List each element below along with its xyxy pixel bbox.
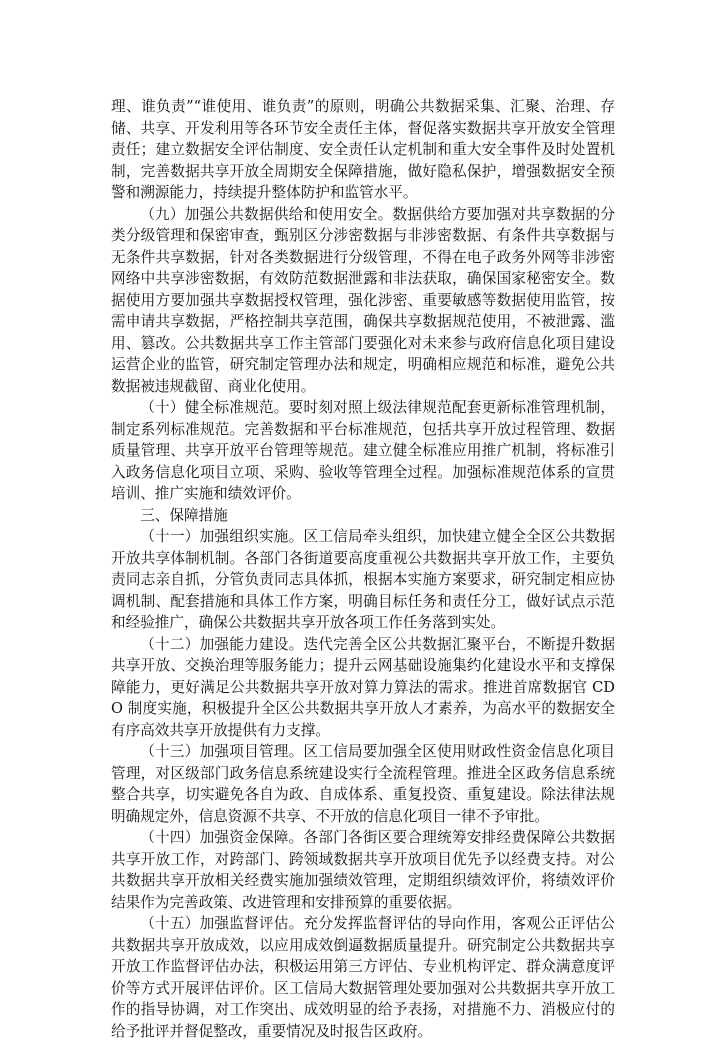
paragraph-10-standards: （十）健全标准规范。要时刻对照上级法律规范配套更新标准管理机制，制定系列标准规范。完善数据和平台标准规范，包括共享开放过程管理、数据质量管理、共享开放平台管理等规范。建立健全标准应用推广机制，将标准引入政务信息化项目立项、采购、验收等管理全过程。加强标准规范体系的宣贯培训、推广实施和绩效评价。 [111,399,615,502]
paragraph-13-projects: （十三）加强项目管理。区工信局要加强全区使用财政性资金信息化项目管理，对区级部门政务信息系统建设实行全流程管理。推进全区政务信息系统整合共享，切实避免各自为政、自成体系、重复投资、重复建设。除法律法规明确规定外，信息资源不共享、不开放的信息化项目一律不予审批。 [111,743,615,825]
paragraph-continued: 理、谁负责”“谁使用、谁负责”的原则，明确公共数据采集、汇聚、治理、存储、共享、开发利用等各环节安全责任主体，督促落实数据共享开放安全管理责任；建立数据安全评估制度、安全责任认定机制和重大安全事件及时处置机制，完善数据共享开放全周期安全保障措施，做好隐私保护，增强数据安全预警和溯源能力，持续提升整体防护和监管水平。 [111,98,615,201]
paragraph-11-organization: （十一）加强组织实施。区工信局牵头组织，加快建立健全全区公共数据开放共享体制机制。各部门各街道要高度重视公共数据共享开放工作，主要负责同志亲自抓，分管负责同志具体抓，根据本实施方案要求，研究制定相应协调机制、配套措施和具体工作方案，明确目标任务和责任分工，做好试点示范和经验推广，确保公共数据共享开放各项工作任务落到实处。 [111,528,615,631]
paragraph-12-capacity: （十二）加强能力建设。迭代完善全区公共数据汇聚平台，不断提升数据共享开放、交换治理等服务能力；提升云网基础设施集约化建设水平和支撑保障能力，更好满足公共数据共享开放对算力算法的需求。推进首席数据官 CDO 制度实施，积极提升全区公共数据共享开放人才素养，为高水平的数据安全有序高效共享开放提供有力支撑。 [111,635,615,739]
paragraph-15-supervision: （十五）加强监督评估。充分发挥监督评估的导向作用，客观公正评估公共数据共享开放成效，以应用成效倒逼数据质量提升。研究制定公共数据共享开放工作监督评估办法，积极运用第三方评估、专业机构评定、群众满意度评价等方式开展评估评价。区工信局大数据管理处要加强对公共数据共享开放工作的指导协调，对工作突出、成效明显的给予表扬，对措施不力、消极应付的给予批评并督促整改，重要情况及时报告区政府。 [111,915,615,1040]
paragraph-14-funding: （十四）加强资金保障。各部门各街区要合理统筹安排经费保障公共数据共享开放工作，对跨部门、跨领域数据共享开放项目优先予以经费支持。对公共数据共享开放相关经费实施加强绩效管理，定期组织绩效评价，将绩效评价结果作为完善政策、改进管理和安排预算的重要依据。 [111,829,615,911]
document-page [111,96,615,1042]
section-heading-safeguards: 三、保障措施 [140,506,228,524]
paragraph-9-data-security: （九）加强公共数据供给和使用安全。数据供给方要加强对共享数据的分类分级管理和保密审查，甄别区分涉密数据与非涉密数据、有条件共享数据与无条件共享数据，针对各类数据进行分级管理，不得在电子政务外网等非涉密网络中共享涉密数据，有效防范数据泄露和非法获取，确保国家秘密安全。数据使用方要加强共享数据授权管理，强化涉密、重要敏感等数据使用监管，按需申请共享数据，严格控制共享范围，确保共享数据规范使用，不被泄露、滥用、篡改。公共数据共享工作主管部门要强化对未来参与政府信息化项目建设运营企业的监管，研究制定管理办法和规定，明确相应规范和标准，避免公共数据被违规截留、商业化使用。 [111,205,615,395]
